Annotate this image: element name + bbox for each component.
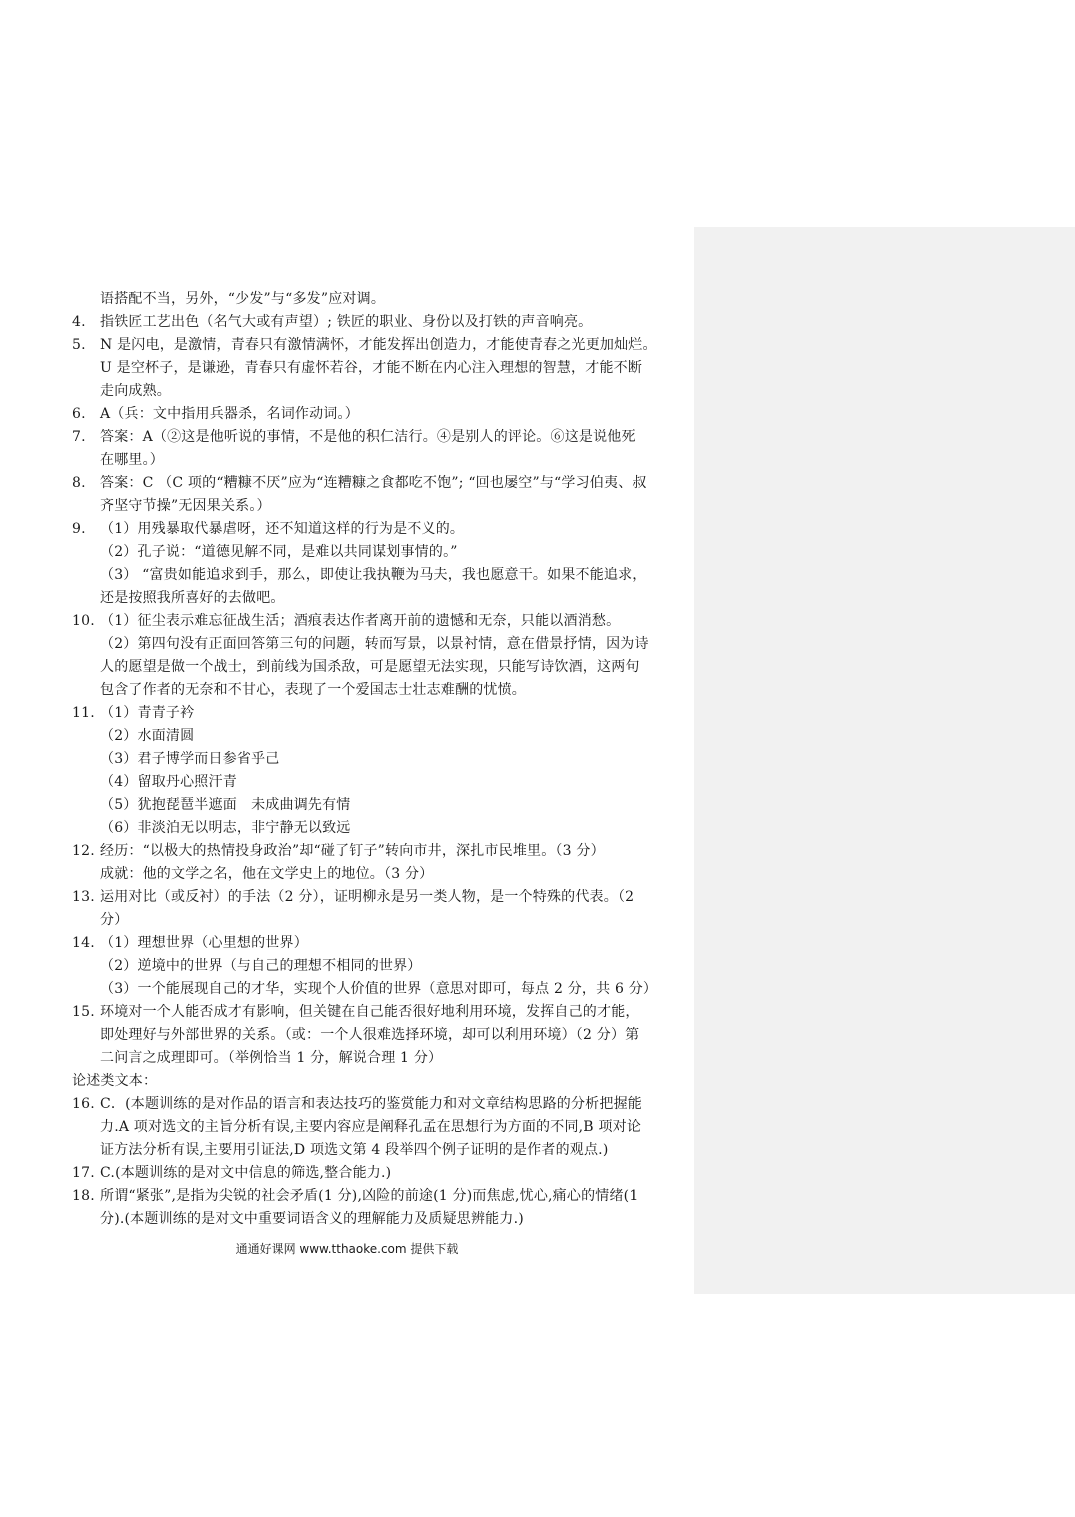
text-line xyxy=(72,472,692,495)
line-text: （1）征尘表示难忘征战生活；酒痕表达作者离开前的遗憾和无奈，只能以酒消愁。 xyxy=(100,613,621,629)
item-number: 6. xyxy=(72,406,86,422)
line-text: 环境对一个人能否成才有影响，但关键在自己能否很好地利用环境，发挥自己的才能， xyxy=(100,1004,640,1020)
text-line xyxy=(72,1047,692,1070)
text-line xyxy=(72,817,692,840)
text-line xyxy=(72,334,692,357)
line-text: （1）青青子衿 xyxy=(100,705,195,721)
line-text: 分).(本题训练的是对文中重要词语含义的理解能力及质疑思辨能力.) xyxy=(100,1211,524,1227)
item-number: 15. xyxy=(72,1004,95,1020)
line-text: 成就：他的文学之名，他在文学史上的地位。（3 分） xyxy=(100,866,434,882)
text-line xyxy=(72,587,692,610)
text-line xyxy=(72,633,692,656)
line-text: 分） xyxy=(100,912,129,928)
line-text: 即处理好与外部世界的关系。（或：一个人很难选择环境，却可以利用环境）（2 分）第 xyxy=(100,1027,640,1043)
line-text: N 是闪电，是激情，青春只有激情满怀，才能发挥出创造力，才能使青春之光更加灿烂。 xyxy=(100,337,657,353)
text-line xyxy=(72,380,692,403)
line-text: 力.A 项对选文的主旨分析有误,主要内容应是阐释孔孟在思想行为方面的不同,B 项对论 xyxy=(100,1119,642,1135)
text-line xyxy=(72,403,692,426)
text-line xyxy=(72,518,692,541)
line-text: 走向成熟。 xyxy=(100,383,171,399)
line-text: 运用对比（或反衬）的手法（2 分），证明柳永是另一类人物，是一个特殊的代表。（2 xyxy=(100,889,635,905)
text-line xyxy=(72,771,692,794)
text-line xyxy=(72,1185,692,1208)
line-text: A（兵：文中指用兵器杀，名词作动词。） xyxy=(100,406,359,422)
text-line xyxy=(72,725,692,748)
text-line xyxy=(72,794,692,817)
text-line xyxy=(72,1001,692,1024)
text-line xyxy=(72,1162,692,1185)
line-text: （2）第四句没有正面回答第三句的问题，转而写景，以景衬情，意在借景抒情，因为诗 xyxy=(100,636,649,652)
line-text: （2）孔子说：“道德见解不同，是难以共同谋划事情的。” xyxy=(100,544,458,560)
item-number: 7. xyxy=(72,429,86,445)
text-line xyxy=(72,610,692,633)
text-line xyxy=(72,656,692,679)
text-line xyxy=(72,541,692,564)
line-text: 答案：A（②这是他听说的事情，不是他的积仁洁行。④是别人的评论。⑥这是说他死 xyxy=(100,429,636,445)
line-text: 还是按照我所喜好的去做吧。 xyxy=(100,590,285,606)
line-text: （6）非淡泊无以明志，非宁静无以致远 xyxy=(100,820,351,836)
text-line xyxy=(72,357,692,380)
item-number: 14. xyxy=(72,935,95,951)
line-text: （1）理想世界（心里想的世界） xyxy=(100,935,308,951)
item-number: 4. xyxy=(72,314,86,330)
text-line xyxy=(72,1116,692,1139)
page-footer: 通通好课网 www.tthaoke.com 提供下载 xyxy=(235,1242,459,1256)
text-line xyxy=(72,1093,692,1116)
text-line xyxy=(72,978,692,1001)
text-line xyxy=(72,1139,692,1162)
text-line xyxy=(72,679,692,702)
item-number: 9. xyxy=(72,521,86,537)
item-number: 8. xyxy=(72,475,86,491)
item-number: 10. xyxy=(72,613,95,629)
text-line xyxy=(72,909,692,932)
comment-pane xyxy=(694,227,1075,1294)
text-line xyxy=(72,932,692,955)
document-body xyxy=(72,288,692,1231)
item-number: 17. xyxy=(72,1165,95,1181)
text-line xyxy=(72,311,692,334)
line-text: （3）一个能展现自己的才华，实现个人价值的世界（意思对即可，每点 2 分，共 6 分） xyxy=(100,981,658,997)
line-text: （3）君子博学而日参省乎己 xyxy=(100,751,280,767)
line-text: 所谓“紧张”,是指为尖锐的社会矛盾(1 分),凶险的前途(1 分)而焦虑,忧心,痛心的情绪(1 xyxy=(100,1188,639,1204)
text-line xyxy=(72,1024,692,1047)
item-number: 16. xyxy=(72,1096,95,1112)
line-text: 人的愿望是做一个战士，到前线为国杀敌，可是愿望无法实现，只能写诗饮酒，这两句 xyxy=(100,659,640,675)
line-text: （2）逆境中的世界（与自己的理想不相同的世界） xyxy=(100,958,422,974)
text-line xyxy=(72,1208,692,1231)
line-text: 论述类文本： xyxy=(72,1073,158,1089)
text-line xyxy=(72,748,692,771)
line-text: 指铁匠工艺出色（名气大或有声望）; 铁匠的职业、身份以及打铁的声音响亮。 xyxy=(100,314,593,330)
line-text: 包含了作者的无奈和不甘心，表现了一个爱国志士壮志难酬的忧愤。 xyxy=(100,682,526,698)
line-text: （2）水面清圆 xyxy=(100,728,195,744)
item-number: 5. xyxy=(72,337,86,353)
line-text: （3） “富贵如能追求到手，那么，即使让我执鞭为马夫，我也愿意干。如果不能追求， xyxy=(100,567,647,583)
line-text: 齐坚守节操”无因果关系。） xyxy=(100,498,271,514)
line-text: 证方法分析有误,主要用引证法,D 项选文第 4 段举四个例子证明的是作者的观点.) xyxy=(100,1142,609,1158)
text-line xyxy=(72,702,692,725)
line-text: 二问言之成理即可。（举例恰当 1 分，解说合理 1 分） xyxy=(100,1050,443,1066)
text-line xyxy=(72,495,692,518)
text-line xyxy=(72,840,692,863)
item-number: 13. xyxy=(72,889,95,905)
line-text: （1）用残暴取代暴虐呀，还不知道这样的行为是不义的。 xyxy=(100,521,465,537)
line-text: 语搭配不当，另外，“少发”与“多发”应对调。 xyxy=(100,291,386,307)
line-text: 答案：C （C 项的“糟糠不厌”应为“连糟糠之食都吃不饱”; “回也屡空”与“学习伯夷、叔 xyxy=(100,475,647,491)
line-text: U 是空杯子，是谦逊，青春只有虚怀若谷，才能不断在内心注入理想的智慧，才能不断 xyxy=(100,360,643,376)
text-line xyxy=(72,564,692,587)
text-line xyxy=(72,426,692,449)
text-line xyxy=(72,955,692,978)
item-number: 11. xyxy=(72,705,95,721)
line-text: （5）犹抱琵琶半遮面 未成曲调先有情 xyxy=(100,797,351,813)
text-line xyxy=(72,863,692,886)
line-text: （4）留取丹心照汗青 xyxy=(100,774,237,790)
item-number: 18. xyxy=(72,1188,95,1204)
text-line xyxy=(72,1070,692,1093)
line-text: C．(本题训练的是对作品的语言和表达技巧的鉴赏能力和对文章结构思路的分析把握能 xyxy=(100,1096,642,1112)
text-line xyxy=(72,449,692,472)
line-text: C.(本题训练的是对文中信息的筛选,整合能力.) xyxy=(100,1165,392,1181)
text-line xyxy=(72,288,692,311)
text-line xyxy=(72,886,692,909)
line-text: 在哪里。） xyxy=(100,452,164,468)
item-number: 12. xyxy=(72,843,95,859)
line-text: 经历：“以极大的热情投身政治”却“碰了钉子”转向市井，深扎市民堆里。（3 分） xyxy=(100,843,605,859)
